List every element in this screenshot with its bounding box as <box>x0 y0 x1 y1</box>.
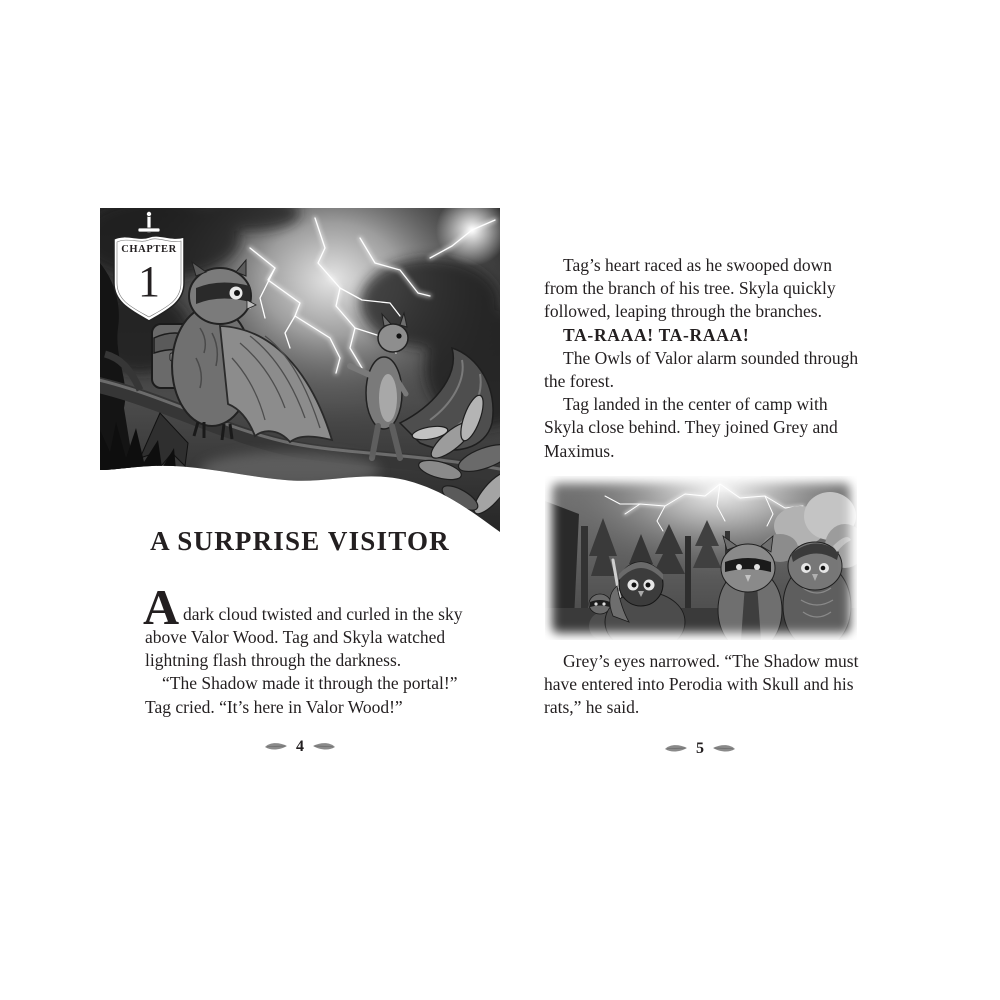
chapter-number: 1 <box>138 257 160 306</box>
body-line: The Owls of Valor alarm sounded through <box>563 347 859 368</box>
body-line: have entered into Perodia with Skull and his <box>544 674 854 695</box>
page-number-left <box>250 737 350 757</box>
page-number: 5 <box>696 740 704 757</box>
body-line: lightning flash through the darkness. <box>145 650 402 671</box>
chapter-badge <box>111 211 187 323</box>
leaf-icon <box>664 744 688 754</box>
body-line: Tag landed in the center of camp with <box>563 394 828 415</box>
body-line: Tag’s heart raced as he swooped down <box>563 255 832 275</box>
body-line: followed, leaping through the branches. <box>544 301 822 322</box>
drop-cap: A <box>143 579 180 635</box>
body-line: from the branch of his tree. Skyla quickly <box>544 278 836 299</box>
body-line: Grey’s eyes narrowed. “The Shadow must <box>563 651 859 671</box>
body-line: above Valor Wood. Tag and Skyla watched <box>145 627 446 647</box>
body-line: Maximus. <box>544 440 615 461</box>
body-line: Skyla close behind. They joined Grey and <box>544 417 838 438</box>
leaf-icon <box>312 742 336 752</box>
right-body-text-bottom <box>544 650 858 720</box>
body-line: rats,” he said. <box>544 697 640 718</box>
chapter-label: CHAPTER <box>121 244 177 255</box>
leaf-icon <box>712 744 736 754</box>
page-number: 4 <box>296 738 304 755</box>
body-line: the forest. <box>544 370 614 391</box>
chapter-title: A SURPRISE VISITOR <box>150 526 450 556</box>
right-body-text-top <box>544 254 858 463</box>
alarm-line: TA-RAAA! TA-RAAA! <box>563 324 750 345</box>
leaf-icon <box>264 742 288 752</box>
body-line: “The Shadow made it through the portal!” <box>162 673 458 694</box>
camp-illustration <box>545 476 857 640</box>
page-number-right <box>650 739 750 759</box>
body-line: dark cloud twisted and curled in the sky <box>183 604 463 624</box>
left-body-text <box>145 626 457 719</box>
body-line: Tag cried. “It’s here in Valor Wood!” <box>145 696 403 717</box>
